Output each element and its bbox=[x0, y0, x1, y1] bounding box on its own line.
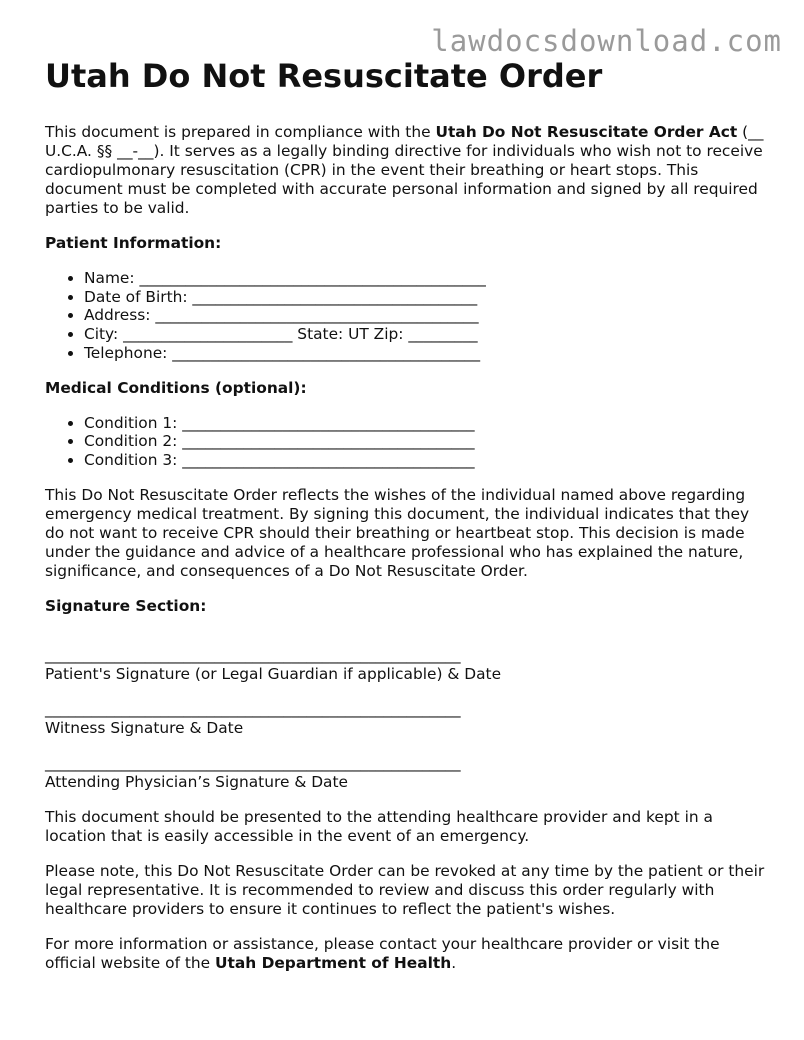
patient-name-field[interactable]: • Name: _____________________________________________ bbox=[84, 269, 765, 288]
intro-part1: This document is prepared in compliance with the bbox=[45, 123, 436, 141]
patient-signature-line[interactable]: ______________________________________________________ bbox=[45, 645, 461, 664]
patient-address-field[interactable]: • Address: __________________________________________ bbox=[84, 306, 765, 325]
contact-part1: For more information or assistance, please contact your healthcare provider or visit the official website of the bbox=[45, 934, 720, 972]
patient-telephone-field[interactable]: • Telephone: ________________________________________ bbox=[84, 344, 765, 363]
intro-part2: (__ U.C.A. §§ __-__). It serves as a legally binding directive for individuals who wish not to receive cardiopulmonary resuscitation (CPR) in the event their breathing or heart stops. This document must be completed with accurate personal information and signed by all required parties to be valid. bbox=[45, 123, 764, 217]
patient-info-heading: Patient Information: bbox=[45, 234, 222, 252]
document-body bbox=[45, 56, 765, 989]
medical-conditions-list bbox=[45, 414, 765, 470]
patient-info-list bbox=[45, 269, 765, 363]
intro-paragraph bbox=[45, 123, 765, 218]
contact-part2: . bbox=[451, 953, 457, 972]
physician-signature-line[interactable]: ______________________________________________________ bbox=[45, 753, 461, 772]
department-name: Utah Department of Health bbox=[215, 953, 452, 972]
condition-2-field[interactable]: • Condition 2: ______________________________________ bbox=[84, 432, 765, 451]
patient-city-state-zip-field[interactable]: • City: ______________________ State: UT Zip: _________ bbox=[84, 325, 765, 344]
physician-signature-label: Attending Physician’s Signature & Date bbox=[45, 772, 348, 791]
presentation-note: This document should be presented to the attending healthcare provider and kept in a location that is easily accessible in the event of an emergency. bbox=[45, 807, 713, 845]
condition-1-field[interactable]: • Condition 1: ______________________________________ bbox=[84, 414, 765, 433]
patient-signature-label: Patient's Signature (or Legal Guardian if applicable) & Date bbox=[45, 664, 502, 683]
witness-signature-label: Witness Signature & Date bbox=[45, 718, 244, 737]
signature-section-heading: Signature Section: bbox=[45, 596, 207, 615]
revocation-note: Please note, this Do Not Resuscitate Order can be revoked at any time by the patient or their legal representative. It is recommended to review and discuss this order regularly with healthcare providers to ensure it continues to reflect the patient's wishes. bbox=[45, 861, 765, 918]
document-title: Utah Do Not Resuscitate Order bbox=[45, 57, 603, 95]
signature-block bbox=[45, 632, 765, 792]
contact-note bbox=[45, 935, 765, 973]
witness-signature-line[interactable]: ______________________________________________________ bbox=[45, 699, 461, 718]
act-name: Utah Do Not Resuscitate Order Act bbox=[435, 123, 738, 141]
watermark-text: lawdocsdownload.com bbox=[431, 24, 782, 58]
condition-3-field[interactable]: • Condition 3: ______________________________________ bbox=[84, 451, 765, 470]
patient-dob-field[interactable]: • Date of Birth: _____________________________________ bbox=[84, 288, 765, 307]
medical-conditions-heading: Medical Conditions (optional): bbox=[45, 378, 307, 397]
body-paragraph: This Do Not Resuscitate Order reflects the wishes of the individual named above regarding emergency medical treatment. By signing this document, the individual indicates that they do not want to receive CPR should their breathing or heartbeat stop. This decision is made under the guidance and advice of a healthcare professional who has explained the nature, significance, and consequences of a Do Not Resuscitate Order. bbox=[45, 485, 750, 580]
